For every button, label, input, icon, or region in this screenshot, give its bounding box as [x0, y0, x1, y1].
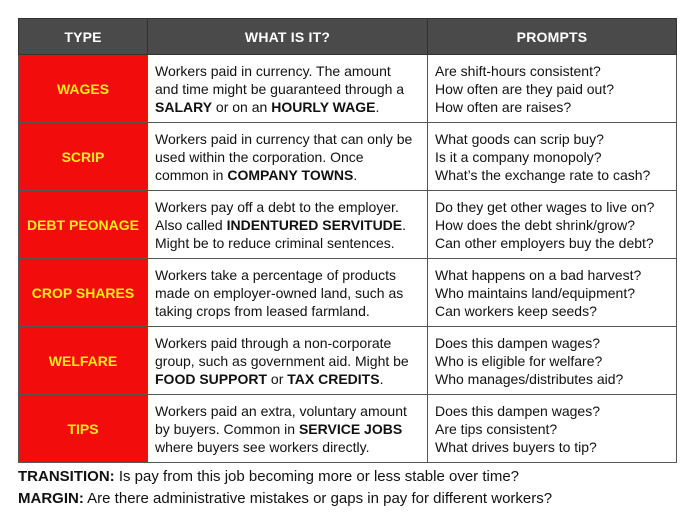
text-segment: Might be to reduce criminal sentences.: [155, 234, 395, 251]
prompt-line: How often are they paid out?: [435, 80, 615, 97]
description-cell: [148, 55, 428, 123]
description-line: [155, 62, 420, 80]
bold-term: SALARY: [155, 98, 213, 115]
description-line: [155, 438, 420, 456]
document: [18, 18, 676, 510]
prompt-line: What’s the exchange rate to cash?: [435, 166, 651, 183]
type-cell: DEBT PEONAGE: [19, 191, 148, 259]
description-cell: [148, 259, 428, 327]
prompt-line: Can workers keep seeds?: [435, 302, 597, 319]
table-row: [19, 327, 677, 395]
prompts-cell: [428, 55, 677, 123]
description-line: [155, 148, 420, 166]
description-cell: [148, 395, 428, 463]
prompt-line: Is it a company monopoly?: [435, 148, 602, 165]
prompt-line: What happens on a bad harvest?: [435, 266, 642, 283]
text-segment: .: [379, 370, 384, 387]
table-row: [19, 395, 677, 463]
prompts-cell: [428, 259, 677, 327]
prompt-line: Who maintains land/equipment?: [435, 284, 636, 301]
prompt-line: How does the debt shrink/grow?: [435, 216, 635, 233]
text-segment: Workers paid in currency. The amount: [155, 62, 391, 79]
table-row: [19, 259, 677, 327]
prompt-line: Do they get other wages to live on?: [435, 198, 655, 215]
description-line: [155, 334, 420, 352]
text-segment: by buyers. Common in: [155, 420, 299, 437]
prompt-line: Does this dampen wages?: [435, 334, 600, 351]
bold-term: SERVICE JOBS: [298, 420, 403, 437]
description-line: [155, 216, 420, 234]
description-cell: [148, 123, 428, 191]
prompt-line: Who is eligible for welfare?: [435, 352, 603, 369]
description-line: [155, 166, 420, 184]
type-cell: SCRIP: [19, 123, 148, 191]
prompt-line: Can other employers buy the debt?: [435, 234, 654, 251]
prompt-line: Does this dampen wages?: [435, 402, 600, 419]
prompt-line: How often are raises?: [435, 98, 572, 115]
prompt-line: What drives buyers to tip?: [435, 438, 597, 455]
prompts-cell: [428, 395, 677, 463]
type-cell: CROP SHARES: [19, 259, 148, 327]
description-line: [155, 266, 420, 284]
prompt-line: Are tips consistent?: [435, 420, 558, 437]
text-segment: or: [267, 370, 288, 387]
description-line: [155, 234, 420, 252]
description-line: [155, 130, 420, 148]
text-segment: used within the corporation. Once: [155, 148, 364, 165]
table-row: [19, 191, 677, 259]
description-cell: [148, 327, 428, 395]
header-what-is-it: WHAT IS IT?: [148, 19, 428, 55]
prompt-line: Who manages/distributes aid?: [435, 370, 624, 387]
text-segment: made on employer-owned land, such as: [155, 284, 404, 301]
text-segment: Workers paid in currency that can only be: [155, 130, 413, 147]
description-line: [155, 402, 420, 420]
bold-term: FOOD SUPPORT: [155, 370, 268, 387]
header-type: TYPE: [19, 19, 148, 55]
text-segment: Workers paid an extra, voluntary amount: [155, 402, 407, 419]
description-line: [155, 98, 420, 116]
text-segment: Also called: [155, 216, 227, 233]
type-cell: WELFARE: [19, 327, 148, 395]
pay-types-table: [18, 18, 677, 463]
prompts-cell: [428, 191, 677, 259]
text-segment: common in: [155, 166, 228, 183]
text-segment: and time might be guaranteed through a: [155, 80, 405, 97]
text-segment: .: [402, 216, 407, 233]
footer-text: Is pay from this job becoming more or less stable over time?: [114, 468, 520, 485]
description-line: [155, 302, 420, 320]
text-segment: taking crops from leased farmland.: [155, 302, 370, 319]
header-prompts: PROMPTS: [428, 19, 677, 55]
footer-notes: [18, 466, 676, 510]
text-segment: .: [353, 166, 358, 183]
bold-term: INDENTURED SERVITUDE: [226, 216, 403, 233]
footer-note: [18, 488, 676, 510]
bold-term: HOURLY WAGE: [271, 98, 376, 115]
prompt-line: What goods can scrip buy?: [435, 130, 604, 147]
description-line: [155, 420, 420, 438]
type-cell: TIPS: [19, 395, 148, 463]
prompts-cell: [428, 123, 677, 191]
header-row: [19, 19, 677, 55]
table-row: [19, 123, 677, 191]
prompt-line: Are shift-hours consistent?: [435, 62, 601, 79]
bold-term: TAX CREDITS: [287, 370, 380, 387]
description-line: [155, 284, 420, 302]
description-line: [155, 352, 420, 370]
footer-text: Are there administrative mistakes or gaps in pay for different workers?: [83, 490, 553, 507]
description-cell: [148, 191, 428, 259]
footer-label: TRANSITION:: [18, 468, 115, 485]
text-segment: where buyers see workers directly.: [155, 438, 370, 455]
description-line: [155, 370, 420, 388]
text-segment: or on an: [212, 98, 272, 115]
description-line: [155, 80, 420, 98]
type-cell: WAGES: [19, 55, 148, 123]
text-segment: group, such as government aid. Might be: [155, 352, 409, 369]
bold-term: COMPANY TOWNS: [227, 166, 354, 183]
table-row: [19, 55, 677, 123]
prompts-cell: [428, 327, 677, 395]
footer-note: [18, 466, 676, 488]
text-segment: Workers paid through a non-corporate: [155, 334, 392, 351]
text-segment: Workers take a percentage of products: [155, 266, 396, 283]
description-line: [155, 198, 420, 216]
text-segment: Workers pay off a debt to the employer.: [155, 198, 399, 215]
footer-label: MARGIN:: [18, 490, 84, 507]
text-segment: .: [375, 98, 380, 115]
